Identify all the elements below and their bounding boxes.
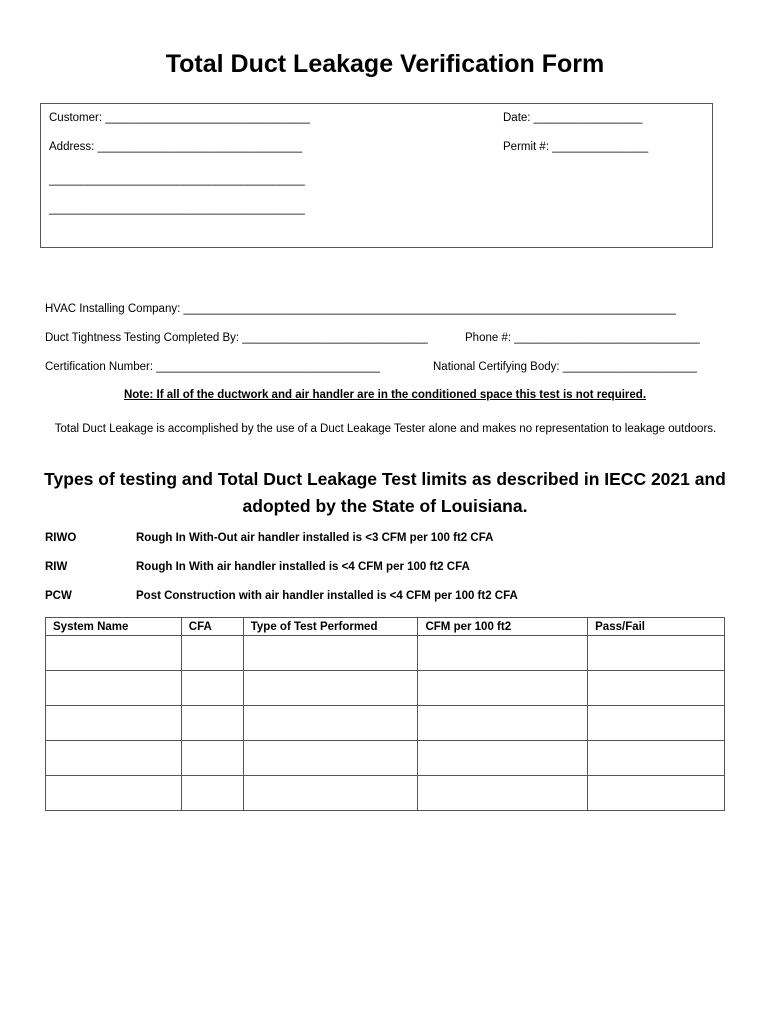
header-cfa: CFA (181, 618, 243, 636)
table-cell[interactable] (243, 741, 418, 776)
table-cell[interactable] (46, 706, 182, 741)
table-cell[interactable] (243, 636, 418, 671)
table-row (46, 776, 725, 811)
permit-field[interactable]: Permit #: _______________ (503, 141, 649, 153)
tested-by-field[interactable]: Duct Tightness Testing Completed By: _____________________________ (45, 332, 428, 344)
table-cell[interactable] (46, 741, 182, 776)
table-row (46, 636, 725, 671)
header-pass-fail: Pass/Fail (588, 618, 725, 636)
table-header-row (46, 618, 725, 636)
customer-info-box (40, 103, 713, 248)
address-line-3-field[interactable]: ________________________________________ (49, 203, 305, 215)
table-cell[interactable] (243, 671, 418, 706)
table-cell[interactable] (243, 706, 418, 741)
table-row (46, 741, 725, 776)
certification-number-field[interactable]: Certification Number: ___________________________________ (45, 361, 381, 373)
table-cell[interactable] (588, 741, 725, 776)
address-field[interactable]: Address: ________________________________ (49, 141, 303, 153)
table-cell[interactable] (46, 671, 182, 706)
table-cell[interactable] (418, 706, 588, 741)
header-cfm-per-100: CFM per 100 ft2 (418, 618, 588, 636)
table-cell[interactable] (588, 706, 725, 741)
types-heading: Types of testing and Total Duct Leakage Test limits as described in IECC 2021 and adopted by the State of Louisiana. (44, 469, 726, 516)
limit-text-riw: Rough In With air handler installed is <4 CFM per 100 ft2 CFA (136, 561, 470, 573)
table-row (46, 706, 725, 741)
note-text: Note: If all of the ductwork and air handler are in the conditioned space this test is not required. (123, 389, 647, 401)
table-cell[interactable] (588, 671, 725, 706)
table-cell[interactable] (418, 671, 588, 706)
test-results-table (45, 617, 725, 811)
description-text: Total Duct Leakage is accomplished by the use of a Duct Leakage Tester alone and makes no representation to leakage outdoors. (54, 423, 717, 435)
header-type-of-test: Type of Test Performed (243, 618, 418, 636)
limit-code-pcw: PCW (45, 590, 72, 602)
header-system-name: System Name (46, 618, 182, 636)
national-certifying-body-field[interactable]: National Certifying Body: _____________________ (433, 361, 698, 373)
date-field[interactable]: Date: _________________ (503, 112, 643, 124)
table-cell[interactable] (418, 636, 588, 671)
table-row (46, 671, 725, 706)
limit-code-riwo: RIWO (45, 532, 77, 544)
table-cell[interactable] (181, 636, 243, 671)
table-cell[interactable] (418, 776, 588, 811)
table-cell[interactable] (181, 706, 243, 741)
table-cell[interactable] (181, 741, 243, 776)
table-cell[interactable] (46, 636, 182, 671)
hvac-company-field[interactable]: HVAC Installing Company: _____________________________________________________________________________ (45, 303, 676, 315)
limit-text-riwo: Rough In With-Out air handler installed is <3 CFM per 100 ft2 CFA (136, 532, 494, 544)
limit-text-pcw: Post Construction with air handler installed is <4 CFM per 100 ft2 CFA (136, 590, 518, 602)
customer-field[interactable]: Customer: ________________________________ (49, 112, 310, 124)
phone-field[interactable]: Phone #: _____________________________ (465, 332, 700, 344)
table-cell[interactable] (588, 776, 725, 811)
table-cell[interactable] (46, 776, 182, 811)
table-cell[interactable] (588, 636, 725, 671)
table-cell[interactable] (181, 776, 243, 811)
limit-code-riw: RIW (45, 561, 68, 573)
table-cell[interactable] (181, 671, 243, 706)
form-title: Total Duct Leakage Verification Form (165, 50, 605, 78)
table-cell[interactable] (243, 776, 418, 811)
table-cell[interactable] (418, 741, 588, 776)
address-line-2-field[interactable]: ________________________________________ (49, 174, 305, 186)
